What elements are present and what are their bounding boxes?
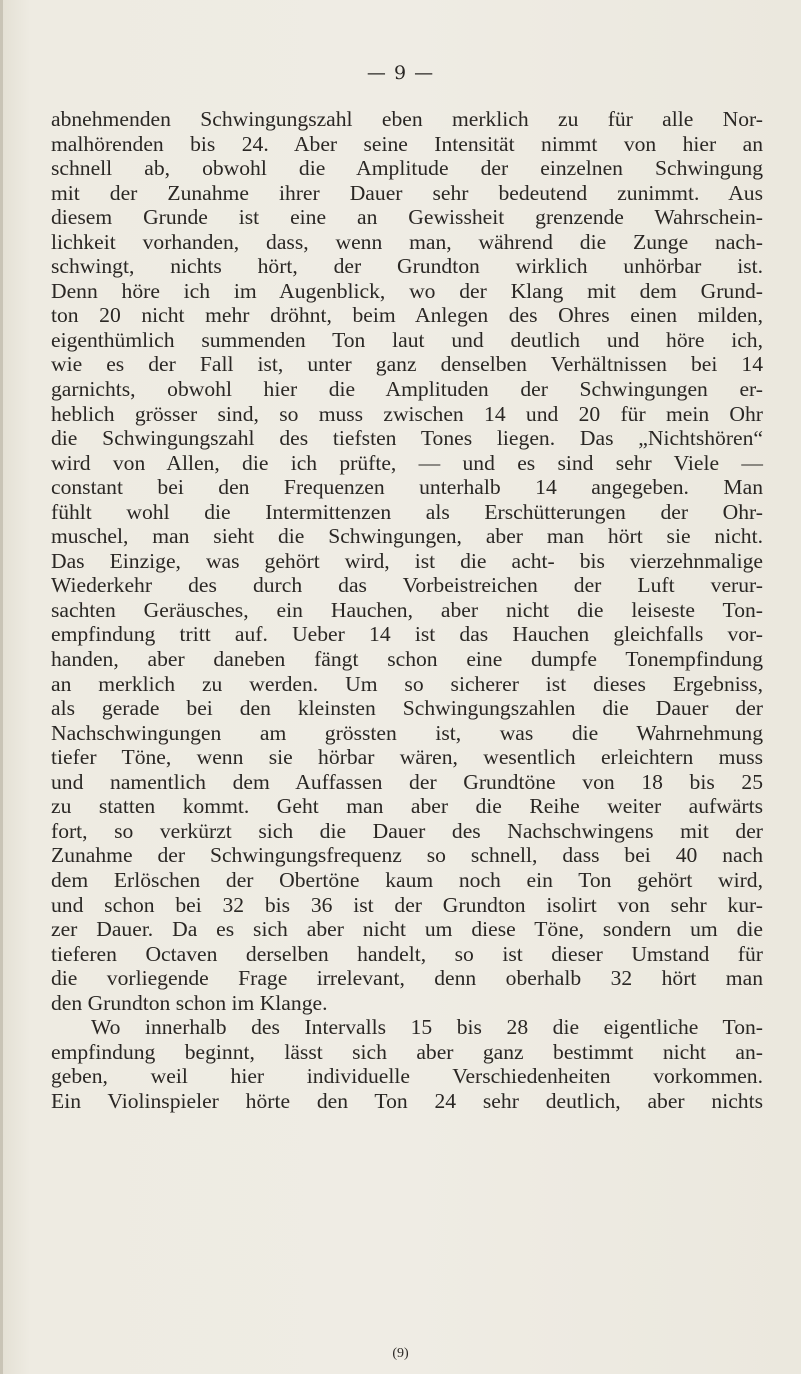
- text-line: diesem Grunde ist eine an Gewissheit grenzende Wahrschein-: [51, 205, 763, 230]
- text-line: malhörenden bis 24. Aber seine Intensität nimmt von hier an: [51, 131, 763, 156]
- text-line: und namentlich dem Auffassen der Grundtöne von 18 bis 25: [51, 769, 763, 794]
- text-line: als gerade bei den kleinsten Schwingungszahlen die Dauer der: [51, 696, 763, 721]
- text-line: Nachschwingungen am grössten ist, was die Wahrnehmung: [51, 720, 763, 745]
- text-line: fühlt wohl die Intermittenzen als Erschütterungen der Ohr-: [51, 499, 763, 524]
- text-line: handen, aber daneben fängt schon eine dumpfe Tonempfindung: [51, 647, 763, 672]
- text-line: wie es der Fall ist, unter ganz denselben Verhältnissen bei 14: [51, 352, 763, 377]
- text-line: fort, so verkürzt sich die Dauer des Nachschwingens mit der: [51, 818, 763, 843]
- text-line: die Schwingungszahl des tiefsten Tones liegen. Das „Nichtshören“: [51, 426, 763, 451]
- text-line: die vorliegende Frage irrelevant, denn oberhalb 32 hört man: [51, 966, 763, 991]
- text-line: an merklich zu werden. Um so sicherer ist dieses Ergebniss,: [51, 671, 763, 696]
- body-text: [51, 107, 763, 1113]
- text-line: Denn höre ich im Augenblick, wo der Klang mit dem Grund-: [51, 278, 763, 303]
- text-line: zu statten kommt. Geht man aber die Reihe weiter aufwärts: [51, 794, 763, 819]
- text-line: lichkeit vorhanden, dass, wenn man, während die Zunge nach-: [51, 229, 763, 254]
- text-line: Zunahme der Schwingungsfrequenz so schnell, dass bei 40 nach: [51, 843, 763, 868]
- page-footer: (9): [392, 1346, 409, 1361]
- text-line: schwingt, nichts hört, der Grundton wirklich unhörbar ist.: [51, 254, 763, 279]
- text-line: heblich grösser sind, so muss zwischen 14 und 20 für mein Ohr: [51, 401, 763, 426]
- paragraph-end-line: den Grundton schon im Klange.: [51, 990, 328, 1015]
- text-line: Ein Violinspieler hörte den Ton 24 sehr deutlich, aber nichts: [51, 1088, 763, 1113]
- text-line: geben, weil hier individuelle Verschiedenheiten vorkommen.: [51, 1064, 763, 1089]
- text-line: ton 20 nicht mehr dröhnt, beim Anlegen des Ohres einen milden,: [51, 303, 763, 328]
- text-line: dem Erlöschen der Obertöne kaum noch ein Ton gehört wird,: [51, 867, 763, 892]
- text-line: tieferen Octaven derselben handelt, so ist dieser Umstand für: [51, 941, 763, 966]
- text-line: mit der Zunahme ihrer Dauer sehr bedeutend zunimmt. Aus: [51, 180, 763, 205]
- text-line: Das Einzige, was gehört wird, ist die acht- bis vierzehnmalige: [51, 548, 763, 573]
- text-line: empfindung tritt auf. Ueber 14 ist das Hauchen gleichfalls vor-: [51, 622, 763, 647]
- text-line: empfindung beginnt, lässt sich aber ganz bestimmt nicht an-: [51, 1039, 763, 1064]
- text-line: tiefer Töne, wenn sie hörbar wären, wesentlich erleichtern muss: [51, 745, 763, 770]
- text-line: eigenthümlich summenden Ton laut und deutlich und höre ich,: [51, 327, 763, 352]
- text-line: garnichts, obwohl hier die Amplituden der Schwingungen er-: [51, 377, 763, 402]
- text-line: abnehmenden Schwingungszahl eben merklich zu für alle Nor-: [51, 107, 763, 131]
- text-line: schnell ab, obwohl die Amplitude der einzelnen Schwingung: [51, 156, 763, 181]
- text-line: wird von Allen, die ich prüfte, — und es sind sehr Viele —: [51, 450, 763, 475]
- text-line: zer Dauer. Da es sich aber nicht um diese Töne, sondern um die: [51, 917, 763, 942]
- text-line: Wiederkehr des durch das Vorbeistreichen der Luft verur-: [51, 573, 763, 598]
- paragraph-start-line: Wo innerhalb des Intervalls 15 bis 28 die eigentliche Ton-: [91, 1015, 763, 1040]
- text-line: sachten Geräusches, ein Hauchen, aber nicht die leiseste Ton-: [51, 597, 763, 622]
- text-line: muschel, man sieht die Schwingungen, aber man hört sie nicht.: [51, 524, 763, 549]
- text-line: constant bei den Frequenzen unterhalb 14 angegeben. Man: [51, 475, 763, 500]
- text-line: und schon bei 32 bis 36 ist der Grundton isolirt von sehr kur-: [51, 892, 763, 917]
- page-spine-edge: [0, 0, 3, 1374]
- page-header: — 9 —: [366, 62, 435, 84]
